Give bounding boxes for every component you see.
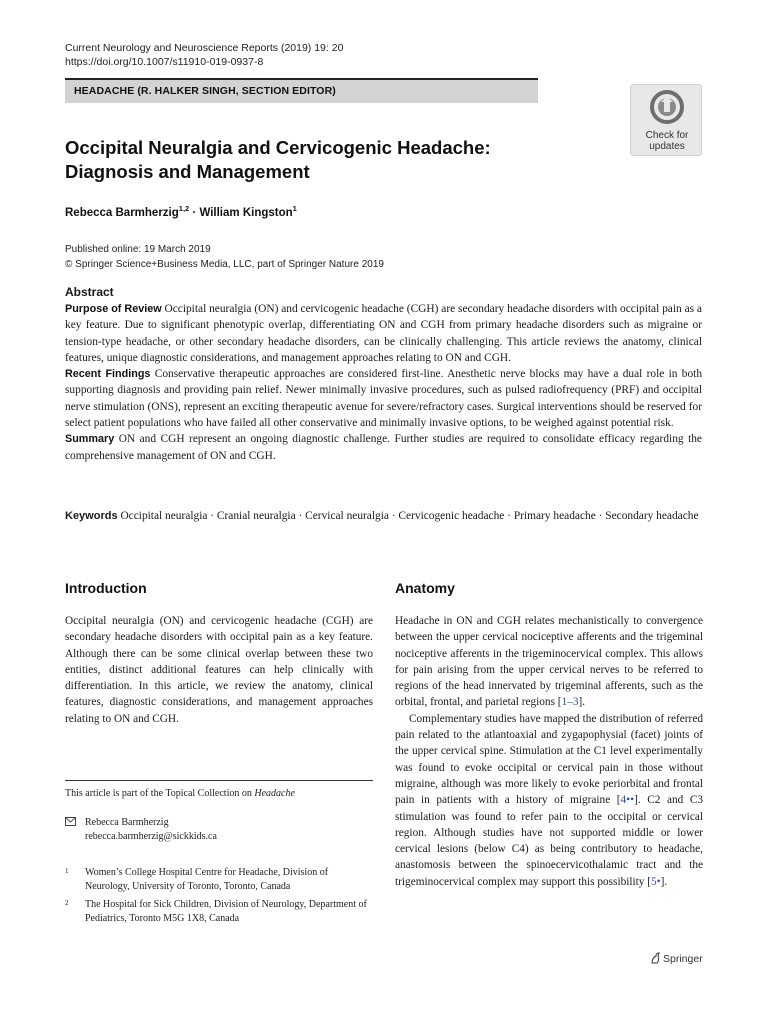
findings-label: Recent Findings bbox=[65, 368, 151, 381]
check-for-updates-badge[interactable] bbox=[630, 84, 702, 156]
section-label: HEADACHE (R. HALKER SINGH, SECTION EDITOR) bbox=[74, 85, 336, 97]
abstract-heading: Abstract bbox=[65, 285, 114, 299]
abstract-purpose bbox=[65, 301, 702, 366]
keywords-label: Keywords bbox=[65, 510, 118, 522]
topical-collection-note: This article is part of the Topical Collection on Headache bbox=[65, 788, 295, 799]
check-updates-line1: Check for bbox=[645, 130, 689, 141]
reference-link[interactable]: 4•• bbox=[620, 794, 635, 807]
published-date: Published online: 19 March 2019 bbox=[65, 244, 211, 255]
journal-header bbox=[65, 41, 343, 69]
affiliation-text: Women’s College Hospital Centre for Headache, Division of Neurology, University of Toronto, Toronto, Canada bbox=[85, 867, 329, 892]
publication-info bbox=[65, 242, 384, 272]
anatomy-heading: Anatomy bbox=[395, 580, 455, 596]
author-2-affiliation: 1 bbox=[292, 204, 297, 213]
anatomy-paragraph-2: Complementary studies have mapped the distribution of referred pain related to the atlantoaxial and zygapophysial (facet) joints of the upper cervical spine. Stimulation at the C1 level experimentally was found to evoke occipital or cervical pain in those without migraine, although was more likely to evoke periorbital and frontal pain in patients with a history of migraine [4••]. C2 and C3 stimulation was found to refer pain to the occipital or cervical region. Although studies have not supported middle or lower cervical lesions (below C4) as being contributory to headache, anastomosis between the spinoecervicothalamic tract and the trigeminocervical complex may support this possibility [5•]. bbox=[395, 712, 703, 888]
envelope-icon bbox=[65, 817, 76, 826]
title-line1: Occipital Neuralgia and Cervicogenic Headache: bbox=[65, 137, 491, 158]
check-updates-line2: updates bbox=[649, 141, 685, 152]
findings-text: Conservative therapeutic approaches are considered first-line. Anesthetic nerve blocks may have a dual role in both supporting diagnosis and providing pain relief. Newer minimally invasive procedures, such as pulsed radiofrequency (PRF) and occipital nerve stimulation (ONS), represent an exciting therapeutic avenue for severe/refractory cases. Surgical interventions should be reserved for select patient populations who have failed all other conservative and minimally invasive options, to be weighed against potential risk. bbox=[65, 368, 703, 430]
check-updates-icon bbox=[650, 90, 684, 124]
purpose-label: Purpose of Review bbox=[65, 303, 162, 315]
copyright-text: Springer Science+Business Media, LLC, part of Springer Nature 2019 bbox=[75, 259, 384, 270]
anatomy-section bbox=[395, 580, 703, 596]
affiliation-number: 1 bbox=[65, 867, 69, 875]
reference-link[interactable]: 5• bbox=[651, 875, 661, 888]
springer-horse-icon bbox=[650, 952, 661, 964]
introduction-section bbox=[65, 580, 373, 596]
correspondent-name: Rebecca Barmherzig bbox=[85, 817, 169, 828]
journal-citation: Current Neurology and Neuroscience Reports (2019) 19: 20 bbox=[65, 42, 344, 54]
copyright-line bbox=[65, 257, 384, 272]
copyright-icon: © bbox=[65, 259, 73, 270]
summary-label: Summary bbox=[65, 433, 115, 446]
topical-collection-name[interactable]: Headache bbox=[254, 788, 295, 799]
keywords-text: Occipital neuralgia · Cranial neuralgia · Cervical neuralgia · Cervicogenic headache · Primary headache · Secondary headache bbox=[120, 510, 699, 522]
anatomy-body bbox=[395, 613, 703, 890]
introduction-body: Occipital neuralgia (ON) and cervicogenic headache (CGH) are secondary headache disorders with occipital pain as a key feature. Although there can be some clinical overlap between these two entities, distinct additional features can help clinically with differentiation. In this article, we review the anatomy, clinical features, diagnostic considerations, and management approaches relating to ON and CGH. bbox=[65, 615, 373, 725]
correspondent-email[interactable]: rebecca.barmherzig@sickkids.ca bbox=[85, 831, 217, 842]
affiliation-text: The Hospital for Sick Children, Division of Neurology, Department of Pediatrics, Toronto M5G 1X8, Canada bbox=[85, 899, 367, 924]
article-title bbox=[65, 136, 585, 184]
abstract-summary bbox=[65, 431, 702, 464]
author-1-affiliation: 1,2 bbox=[178, 204, 190, 213]
section-bar bbox=[65, 78, 538, 103]
publisher-logo bbox=[650, 952, 703, 965]
anatomy-paragraph-1: Headache in ON and CGH relates mechanistically to convergence between the upper cervical nociceptive afferents and the trigeminal nociceptive afferents in the trigeminocervical complex. This allows for pain arising from the upper cervical nerves to be referred to regions of the head innervated by trigeminal afferents, such as the orbital, frontal, and parietal regions [1–3]. bbox=[395, 615, 703, 709]
footnote-divider bbox=[65, 780, 373, 781]
author-list bbox=[65, 204, 297, 219]
author-2[interactable]: William Kingston bbox=[199, 206, 293, 219]
author-separator: · bbox=[192, 206, 197, 219]
purpose-text: Occipital neuralgia (ON) and cervicogenic headache (CGH) are secondary headache disorders with occipital pain as a key feature. Due to significant phenotypic overlap, differentiating ON and CGH from primary headache disorders such as migraine or tension-type headache, or other secondary headache disorders, can be clinically challenging. This article reviews the anatomy, clinical features, unique diagnostic considerations, and management approaches relating to ON and CGH. bbox=[65, 303, 702, 364]
keywords bbox=[65, 508, 702, 524]
publisher-name: Springer bbox=[663, 953, 703, 965]
title-line2: Diagnosis and Management bbox=[65, 161, 310, 182]
reference-link[interactable]: 1–3 bbox=[561, 696, 579, 709]
author-1[interactable]: Rebecca Barmherzig bbox=[65, 206, 179, 219]
affiliation-number: 2 bbox=[65, 899, 69, 907]
abstract-findings bbox=[65, 366, 702, 431]
summary-text: ON and CGH represent an ongoing diagnostic challenge. Further studies are required to consolidate efficacy regarding the comprehensive management of ON and CGH. bbox=[65, 433, 702, 462]
abstract bbox=[65, 285, 702, 464]
introduction-heading: Introduction bbox=[65, 580, 147, 596]
doi-link[interactable]: https://doi.org/10.1007/s11910-019-0937-8 bbox=[65, 56, 264, 68]
